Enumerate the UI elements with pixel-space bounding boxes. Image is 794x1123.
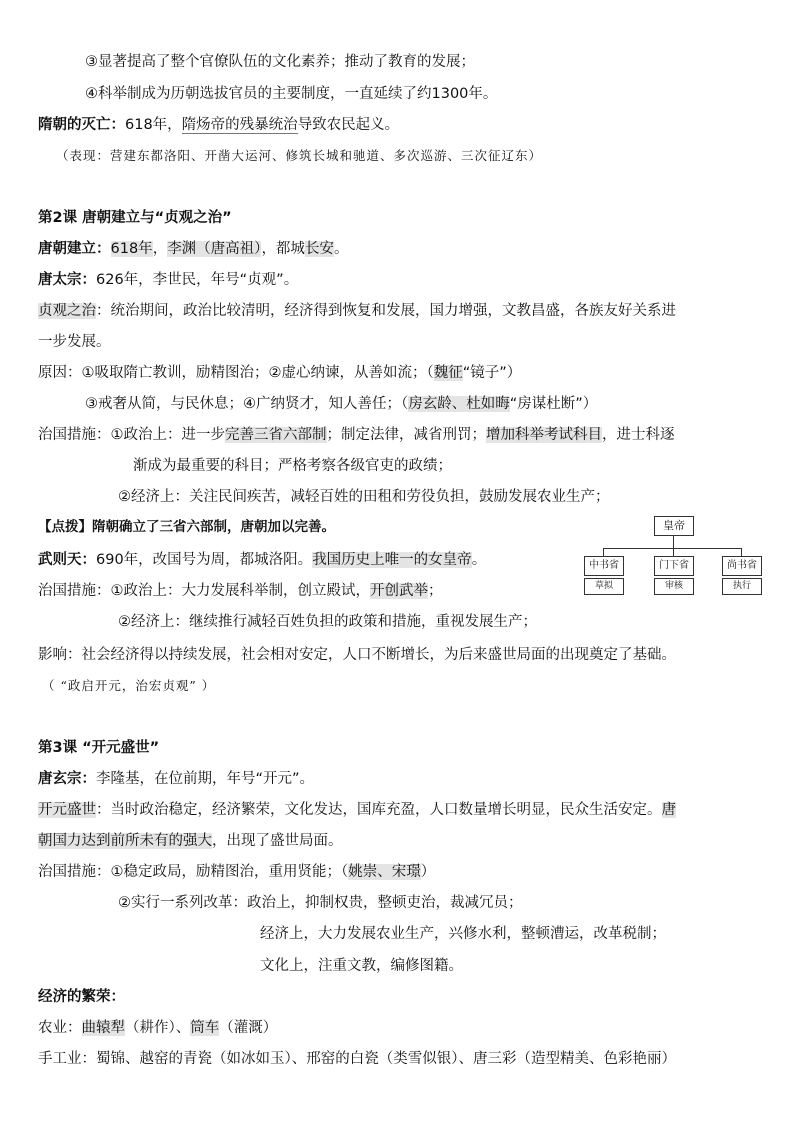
connector — [741, 548, 742, 556]
period: 。 — [333, 241, 349, 257]
agriculture-line — [38, 1018, 277, 1038]
yao-song: 姚崇、宋璟 — [348, 864, 421, 880]
taizong-text: 626年，李世民，年号“贞观”。 — [96, 272, 299, 288]
capital-label: ，都城 — [261, 241, 305, 257]
military-exam: 开创武举 — [370, 583, 428, 599]
exam-subjects: 增加科举考试科目 — [486, 427, 602, 443]
fang-du: 房玄龄、杜如晦 — [408, 396, 510, 412]
connector — [673, 548, 674, 556]
agriculture-label: 农业： — [38, 1020, 82, 1036]
fangmou-quote: “房谋杜断”） — [509, 396, 598, 412]
lesson2-title: 第2课 唐朝建立与“贞观之治” — [38, 210, 232, 226]
sui-fall-year: 618年， — [125, 117, 182, 133]
wu-measure-text: 治国措施：①政治上：大力发展科举制，创立殿试， — [38, 583, 370, 599]
tang-founding-line — [38, 239, 348, 259]
impact-note: （ “政启开元，治宏贞观” ） — [42, 678, 216, 693]
sui-fall-line — [38, 115, 399, 135]
handicraft-line: 手工业：蜀锦、越窑的青瓷（如冰如玉）、邢窑的白瓷（类雪似银）、唐三彩（造型精美、色彩艳丽） — [38, 1051, 676, 1067]
comma: ， — [152, 241, 168, 257]
tip-note: 【点拨】隋朝确立了三省六部制，唐朝加以完善。 — [38, 519, 335, 535]
wheel-use: （灌溉） — [219, 1020, 278, 1036]
reform-effect-4: ④科举制成为历朝选拔官员的主要制度，一直延续了约1300年。 — [85, 86, 498, 102]
curved-plough: 曲辕犁 — [81, 1020, 125, 1036]
sui-fall-cause: 隋炀帝的残暴统治 — [181, 117, 298, 133]
dept-box-shangshu: 尚书省 — [722, 556, 762, 576]
tang-founder: 李渊（唐高祖） — [167, 241, 262, 257]
emperor-box: 皇帝 — [654, 516, 694, 536]
xuanzong-text: 李隆基，在位前期，年号“开元”。 — [96, 771, 315, 787]
xuan-measure-4: 文化上，注重文教，编修图籍。 — [260, 958, 463, 974]
kaiyuan-cont — [38, 831, 343, 851]
reason-text-1: 原因：①吸取隋亡教训，励精图治；②虚心纳谏，从善如流；（ — [38, 365, 434, 381]
close-paren: ） — [420, 864, 436, 880]
semicolon: ； — [428, 583, 443, 599]
role-draft: 草拟 — [584, 578, 624, 595]
measure-econ: ②经济上：关注民间疾苦，减轻百姓的田租和劳役负担，鼓励发展农业生产； — [118, 489, 610, 505]
measure-text-a: 治国措施：①政治上：进一步 — [38, 427, 225, 443]
only-empress: 我国历史上唯一的女皇帝 — [312, 552, 472, 568]
sui-fall-note: （表现：营建东都洛阳、开凿大运河、修筑长城和驰道、多次巡游、三次征辽东） — [56, 148, 543, 163]
tang-founding-label: 唐朝建立： — [38, 241, 111, 257]
lesson3-title: 第3课 “开元盛世” — [38, 740, 160, 756]
zhenguan-line — [38, 301, 676, 321]
wu-text: 690年，改国号为周，都城洛阳。 — [96, 552, 313, 568]
connector — [603, 548, 741, 549]
taizong-label: 唐太宗： — [38, 272, 96, 288]
measure-text-c: ；制定法律，减省刑罚； — [326, 427, 486, 443]
connector — [603, 548, 604, 556]
plough-use: （耕作）、 — [125, 1020, 191, 1036]
xuanzong-label: 唐玄宗： — [38, 771, 96, 787]
role-execute: 执行 — [722, 578, 762, 595]
measure-text-e: ，进士科逐 — [602, 427, 675, 443]
kaiyuan-cont-text: ，出现了盛世局面。 — [212, 833, 343, 849]
xuan-measure-3: 经济上，大力发展农业生产，兴修水利，整顿漕运，改革税制； — [260, 926, 666, 942]
measure-line-2: 渐成为最重要的科目；严格考察各级官吏的政绩； — [133, 458, 452, 474]
tang-capital: 长安 — [304, 241, 334, 257]
wu-label: 武则天： — [38, 552, 96, 568]
reason-line-1 — [38, 363, 521, 383]
wu-measure — [38, 581, 443, 601]
weizheng: 魏征 — [433, 365, 463, 381]
mirror-quote: “镜子”） — [462, 365, 522, 381]
reform-effect-3: ③显著提高了整个官僚队伍的文化素养；推动了教育的发展； — [85, 54, 475, 70]
kaiyuan-tang: 唐 — [661, 802, 676, 818]
connector — [673, 535, 674, 548]
xuan-measure-text: 治国措施：①稳定政局，励精图治，重用贤能；（ — [38, 864, 349, 880]
kaiyuan-label: 开元盛世 — [38, 802, 96, 818]
xuan-measure-1 — [38, 862, 435, 882]
water-wheel: 筒车 — [190, 1020, 220, 1036]
strongest-power: 朝国力达到前所未有的强大 — [38, 833, 212, 849]
xuanzong-line — [38, 769, 314, 789]
three-dept-six-ministry: 完善三省六部制 — [225, 427, 327, 443]
xuan-measure-2: ②实行一系列改革：政治上，抑制权贵，整顿吏治，裁减冗员； — [118, 895, 523, 911]
zhenguan-label: 贞观之治 — [38, 303, 96, 319]
period: 。 — [471, 552, 487, 568]
wu-line — [38, 550, 486, 570]
zhenguan-text: ：统治期间，政治比较清明，经济得到恢复和发展，国力增强，文教昌盛，各族友好关系进 — [96, 303, 676, 319]
impact-line: 影响：社会经济得以持续发展，社会相对安定，人口不断增长，为后来盛世局面的出现奠定了基础。 — [38, 647, 676, 663]
role-review: 审核 — [654, 578, 694, 595]
econ-title: 经济的繁荣： — [38, 989, 125, 1005]
reason-text-2: ③戒奢从简，与民休息；④广纳贤才，知人善任；（ — [85, 396, 409, 412]
sui-fall-label: 隋朝的灭亡： — [38, 117, 125, 133]
reason-line-2 — [85, 394, 597, 414]
zhenguan-cont: 一步发展。 — [38, 334, 111, 350]
dept-box-menxia: 门下省 — [654, 556, 694, 576]
wu-econ: ②经济上：继续推行减轻百姓负担的政策和措施，重视发展生产； — [118, 614, 537, 630]
measure-line-1 — [38, 425, 675, 445]
kaiyuan-line — [38, 800, 676, 820]
sui-fall-result: 导致农民起义。 — [297, 117, 400, 133]
kaiyuan-text: ：当时政治稳定，经济繁荣，文化发达，国库充盈，人口数量增长明显，民众生活安定。 — [96, 802, 662, 818]
taizong-line — [38, 270, 298, 290]
dept-box-zhongshu: 中书省 — [584, 556, 624, 576]
tang-founding-year: 618年 — [110, 241, 153, 257]
